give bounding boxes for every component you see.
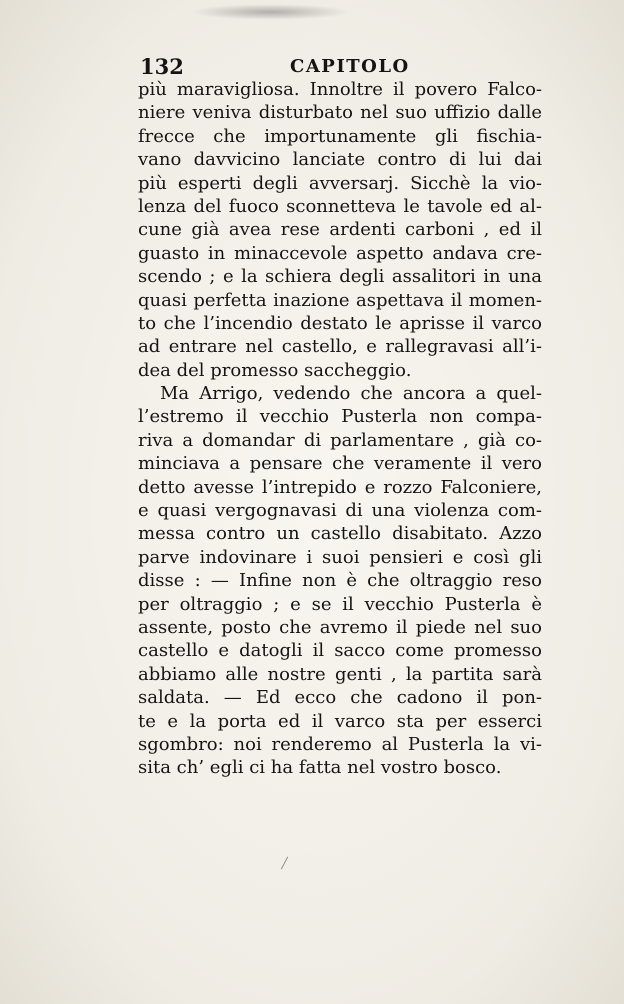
text-line: più esperti degli avversarj. Sicchè la vio-	[138, 172, 542, 194]
text-line: parve indovinare i suoi pensieri e così gli	[138, 546, 542, 568]
text-line: per oltraggio ; e se il vecchio Pusterla è	[138, 593, 542, 615]
text-line: niere veniva disturbato nel suo uffizio dalle	[138, 102, 542, 124]
text-line: guasto in minaccevole aspetto andava cre-	[138, 242, 542, 264]
text-line: lenza del fuoco sconnetteva le tavole ed al-	[138, 195, 542, 217]
paragraph-2	[138, 382, 542, 780]
text-line: cune già avea rese ardenti carboni , ed il	[138, 219, 542, 241]
text-line: vano davvicino lanciate contro di lui dai	[138, 149, 542, 171]
text-line: sita ch’ egli ci ha fatta nel vostro bosco.	[138, 757, 502, 779]
text-line: l’estremo il vecchio Pusterla non compa-	[138, 406, 542, 428]
text-line: più maravigliosa. Innoltre il povero Falco-	[138, 79, 542, 100]
text-line: quasi perfetta inazione aspettava il momen-	[138, 289, 542, 311]
text-line: saldata. — Ed ecco che cadono il pon-	[138, 687, 542, 709]
text-line: riva a domandar di parlamentare , già co-	[138, 429, 542, 451]
paper-mark	[281, 857, 288, 870]
text-line: ad entrare nel castello, e rallegravasi all’i-	[138, 336, 542, 358]
text-line: frecce che importunamente gli fischia-	[138, 125, 542, 147]
body-text	[138, 78, 542, 780]
text-line: scendo ; e la schiera degli assalitori in una	[138, 266, 542, 288]
running-head: CAPITOLO	[290, 56, 410, 77]
text-line: dea del promesso saccheggio.	[138, 359, 412, 381]
text-line: assente, posto che avremo il piede nel suo	[138, 616, 542, 638]
text-line: te e la porta ed il varco sta per esserci	[138, 710, 542, 732]
text-line: castello e datogli il sacco come promesso	[138, 640, 542, 662]
text-line: sgombro: noi renderemo al Pusterla la vi-	[138, 733, 542, 755]
ink-smudge	[190, 4, 350, 20]
text-line: minciava a pensare che veramente il vero	[138, 453, 542, 475]
text-line: Ma Arrigo, vedendo che ancora a quel-	[160, 383, 542, 405]
text-line: messa contro un castello disabitato. Azzo	[138, 523, 542, 545]
text-line: abbiamo alle nostre genti , la partita sarà	[138, 663, 542, 685]
text-line: disse : — Infine non è che oltraggio reso	[138, 570, 542, 592]
page-number: 132	[140, 54, 184, 79]
text-line: to che l’incendio destato le aprisse il varco	[138, 312, 542, 334]
paragraph-1	[138, 78, 542, 382]
text-line: e quasi vergognavasi di una violenza com-	[138, 500, 542, 522]
text-line: detto avesse l’intrepido e rozzo Falconiere,	[138, 476, 542, 498]
